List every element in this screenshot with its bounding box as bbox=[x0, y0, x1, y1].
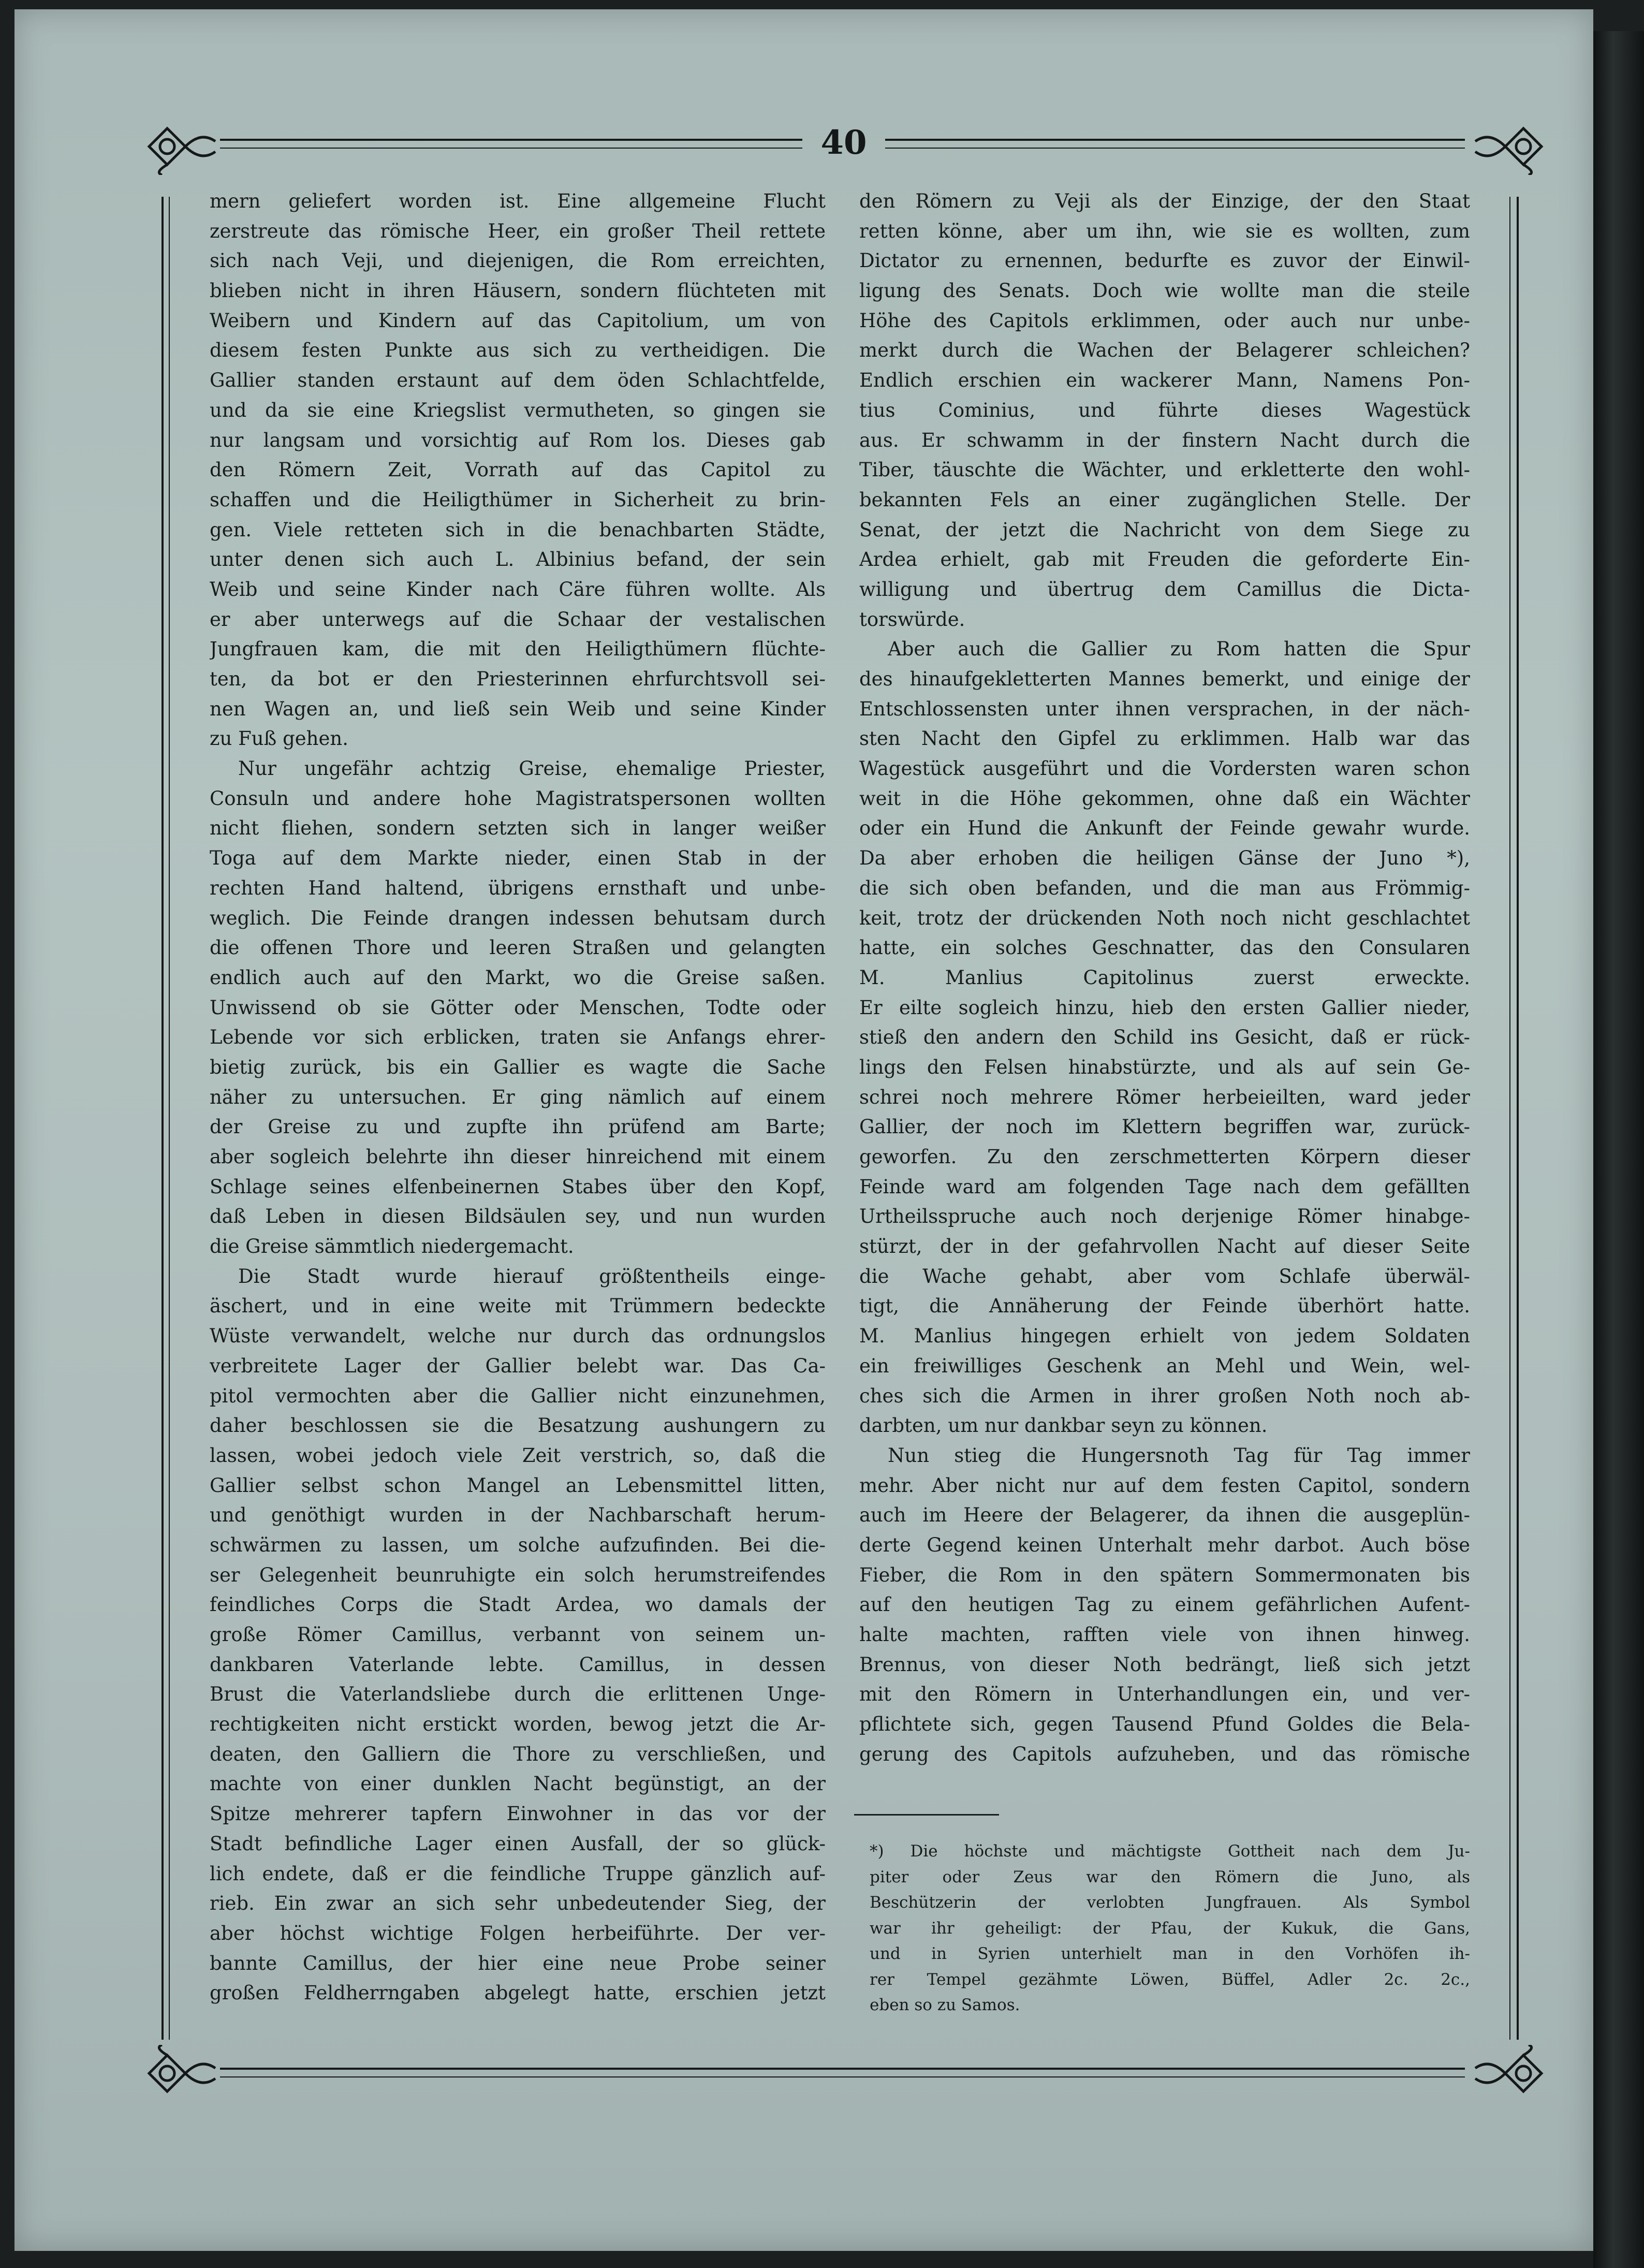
text-line: daher beschlossen sie die Besatzung aushungern zu bbox=[210, 1414, 826, 1437]
text-line: große Römer Camillus, verbannt von seinem un- bbox=[210, 1623, 826, 1646]
text-line: mern geliefert worden ist. Eine allgemeine Flucht bbox=[210, 190, 826, 212]
text-line: Entschlossensten unter ihnen versprachen, in der näch- bbox=[859, 697, 1470, 720]
text-line: feindliches Corps die Stadt Ardea, wo damals der bbox=[210, 1593, 826, 1616]
footnote-separator bbox=[854, 1814, 999, 1816]
text-line: M. Manlius Capitolinus zuerst erweckte. bbox=[859, 966, 1470, 989]
text-line: die Wache gehabt, aber vom Schlafe überwäl- bbox=[859, 1265, 1470, 1287]
text-line: schaffen und die Heiligthümer in Sicherheit zu brin- bbox=[210, 488, 826, 511]
text-line: Jungfrauen kam, die mit den Heiligthümern flüchte- bbox=[210, 638, 826, 661]
text-line: näher zu untersuchen. Er ging nämlich auf einem bbox=[210, 1086, 826, 1108]
page-number: 40 bbox=[820, 123, 867, 162]
text-line: pitol vermochten aber die Gallier nicht einzunehmen, bbox=[210, 1384, 826, 1407]
text-line: die sich oben befanden, und die man aus Frömmig- bbox=[859, 876, 1470, 899]
text-line: Urtheilsspruche auch noch derjenige Römer hinabge- bbox=[859, 1205, 1470, 1228]
text-line: ser Gelegenheit beunruhigte ein solch herumstreifendes bbox=[210, 1563, 826, 1586]
right-column-text bbox=[859, 186, 1470, 1769]
text-line: Gallier, der noch im Klettern begriffen war, zurück- bbox=[859, 1116, 1470, 1138]
text-line: ten, da bot er den Priesterinnen ehrfurchtsvoll sei- bbox=[210, 668, 826, 690]
text-line: mit den Römern in Unterhandlungen ein, und ver- bbox=[859, 1683, 1470, 1706]
text-line: Brennus, von dieser Noth bedrängt, ließ sich jetzt bbox=[859, 1653, 1470, 1676]
text-line: Ardea erhielt, gab mit Freuden die geforderte Ein- bbox=[859, 548, 1470, 571]
text-line: Endlich erschien ein wackerer Mann, Namens Pon- bbox=[859, 369, 1470, 392]
text-line: piter oder Zeus war den Römern die Juno, als bbox=[870, 1867, 1470, 1886]
text-line: sich nach Veji, und diejenigen, die Rom erreichten, bbox=[210, 250, 826, 272]
text-line: Nun stieg die Hungersnoth Tag für Tag immer bbox=[888, 1444, 1470, 1467]
corner-ornament-bottom-right-icon bbox=[1474, 2045, 1547, 2102]
text-line: gen. Viele retteten sich in die benachbarten Städte, bbox=[210, 518, 826, 541]
bottom-rule bbox=[220, 2068, 1465, 2070]
text-line: hatte, ein solches Geschnatter, das den Consularen bbox=[859, 937, 1470, 959]
text-line: rechtigkeiten nicht erstickt worden, bewog jetzt die Ar- bbox=[210, 1713, 826, 1736]
text-line: lassen, wobei jedoch viele Zeit verstrich, so, daß die bbox=[210, 1444, 826, 1467]
text-line: Aber auch die Gallier zu Rom hatten die Spur bbox=[888, 638, 1470, 661]
text-line: Schlage seines elfenbeinernen Stabes über den Kopf, bbox=[210, 1175, 826, 1198]
text-line: tigt, die Annäherung der Feinde überhört hatte. bbox=[859, 1295, 1470, 1318]
text-line: Weib und seine Kinder nach Cäre führen wollte. Als bbox=[210, 578, 826, 601]
right-border-thin bbox=[1509, 197, 1510, 2040]
text-line: M. Manlius hingegen erhielt von jedem Soldaten bbox=[859, 1325, 1470, 1348]
text-line: der Greise zu und zupfte ihn prüfend am Barte; bbox=[210, 1116, 826, 1138]
text-line: darbten, um nur dankbar seyn zu können. bbox=[859, 1414, 1268, 1437]
text-line: Brust die Vaterlandsliebe durch die erlittenen Unge- bbox=[210, 1683, 826, 1706]
text-line: den Römern zu Veji als der Einzige, der den Staat bbox=[859, 190, 1470, 212]
text-line: *) Die höchste und mächtigste Gottheit nach dem Ju- bbox=[870, 1842, 1470, 1861]
text-line: deaten, den Galliern die Thore zu verschließen, und bbox=[210, 1743, 826, 1765]
text-line: willigung und übertrug dem Camillus die Dicta- bbox=[859, 578, 1470, 601]
text-line: daß Leben in diesen Bildsäulen sey, und nun wurden bbox=[210, 1205, 826, 1228]
text-line: Senat, der jetzt die Nachricht von dem Siege zu bbox=[859, 518, 1470, 541]
text-line: Gallier selbst schon Mangel an Lebensmittel litten, bbox=[210, 1474, 826, 1497]
text-line: Spitze mehrerer tapfern Einwohner in das vor der bbox=[210, 1803, 826, 1825]
text-line: Er eilte sogleich hinzu, hieb den ersten Gallier nieder, bbox=[859, 996, 1470, 1019]
text-line: und genöthigt wurden in der Nachbarschaft herum- bbox=[210, 1504, 826, 1527]
text-line: auch im Heere der Belagerer, da ihnen die ausgeplün- bbox=[859, 1504, 1470, 1527]
text-line: Dictator zu ernennen, bedurfte es zuvor der Einwil- bbox=[859, 250, 1470, 272]
text-line: gerung des Capitols aufzuheben, und das römische bbox=[859, 1743, 1470, 1765]
top-rule-right-thin bbox=[885, 148, 1465, 149]
text-line: ligung des Senats. Doch wie wollte man die steile bbox=[859, 280, 1470, 302]
corner-ornament-top-left-icon bbox=[144, 118, 216, 175]
text-line: bekannten Fels an einer zugänglichen Stelle. Der bbox=[859, 488, 1470, 511]
text-line: Nur ungefähr achtzig Greise, ehemalige Priester, bbox=[238, 757, 826, 780]
corner-ornament-bottom-left-icon bbox=[144, 2045, 216, 2102]
left-column-text bbox=[210, 186, 826, 2008]
text-line: stürzt, der in der gefahrvollen Nacht auf dieser Seite bbox=[859, 1235, 1470, 1258]
text-line: des hinaufgekletterten Mannes bemerkt, und einige der bbox=[859, 668, 1470, 690]
text-line: dankbaren Vaterlande lebte. Camillus, in dessen bbox=[210, 1653, 826, 1676]
text-line: ein freiwilliges Geschenk an Mehl und Wein, wel- bbox=[859, 1354, 1470, 1377]
text-line: tius Cominius, und führte dieses Wagestück bbox=[859, 399, 1470, 421]
text-line: aus. Er schwamm in der finstern Nacht durch die bbox=[859, 429, 1470, 451]
text-line: rieb. Ein zwar an sich sehr unbedeutender Sieg, der bbox=[210, 1892, 826, 1915]
text-line: sten Nacht den Gipfel zu erklimmen. Halb war das bbox=[859, 727, 1470, 750]
bottom-rule-thin bbox=[220, 2076, 1465, 2077]
footnote-text bbox=[870, 1839, 1470, 2018]
text-line: weit in die Höhe gekommen, ohne daß ein Wächter bbox=[859, 787, 1470, 810]
text-line: den Römern Zeit, Vorrath auf das Capitol zu bbox=[210, 459, 826, 481]
binding-shadow bbox=[1593, 31, 1644, 2268]
text-line: bietig zurück, bis ein Gallier es wagte die Sache bbox=[210, 1056, 826, 1078]
text-line: Da aber erhoben die heiligen Gänse der Juno *), bbox=[859, 847, 1470, 870]
text-line: rer Tempel gezähmte Löwen, Büffel, Adler 2c. 2c., bbox=[870, 1970, 1470, 1989]
text-line: merkt durch die Wachen der Belagerer schleichen? bbox=[859, 339, 1470, 362]
text-line: unter denen sich auch L. Albinius befand, der sein bbox=[210, 548, 826, 571]
text-line: schrei noch mehrere Römer herbeieilten, ward jeder bbox=[859, 1086, 1470, 1108]
text-line: retten könne, aber um ihn, wie sie es wollten, zum bbox=[859, 220, 1470, 242]
text-line: nen Wagen an, und ließ sein Weib und seine Kinder bbox=[210, 697, 826, 720]
text-line: und da sie eine Kriegslist vermutheten, so gingen sie bbox=[210, 399, 826, 421]
text-line: er aber unterwegs auf die Schaar der vestalischen bbox=[210, 608, 826, 631]
text-line: Weibern und Kindern auf das Capitolium, um von bbox=[210, 309, 826, 332]
text-line: Höhe des Capitols erklimmen, oder auch nur unbe- bbox=[859, 309, 1470, 332]
right-border bbox=[1517, 197, 1519, 2040]
left-border bbox=[162, 197, 164, 2040]
text-line: nicht fliehen, sondern setzten sich in langer weißer bbox=[210, 817, 826, 840]
text-line: Tiber, täuschte die Wächter, und erkletterte den wohl- bbox=[859, 459, 1470, 481]
text-line: eben so zu Samos. bbox=[870, 1996, 1020, 2014]
text-line: Fieber, die Rom in den spätern Sommermonaten bis bbox=[859, 1563, 1470, 1586]
text-line: Consuln und andere hohe Magistratspersonen wollten bbox=[210, 787, 826, 810]
text-line: machte von einer dunklen Nacht begünstigt, an der bbox=[210, 1773, 826, 1795]
text-line: Beschützerin der verlobten Jungfrauen. Als Symbol bbox=[870, 1893, 1470, 1912]
top-rule-left bbox=[220, 139, 802, 141]
text-line: bannte Camillus, der hier eine neue Probe seiner bbox=[210, 1952, 826, 1974]
text-line: Lebende vor sich erblicken, traten sie Anfangs ehrer- bbox=[210, 1026, 826, 1049]
text-line: lings den Felsen hinabstürzte, und als auf sein Ge- bbox=[859, 1056, 1470, 1078]
text-line: Wüste verwandelt, welche nur durch das ordnungslos bbox=[210, 1325, 826, 1348]
text-line: halte machten, rafften viele von ihnen hinweg. bbox=[859, 1623, 1470, 1646]
text-line: Feinde ward am folgenden Tage nach dem gefällten bbox=[859, 1175, 1470, 1198]
text-line: die offenen Thore und leeren Straßen und gelangten bbox=[210, 937, 826, 959]
text-line: äschert, und in eine weite mit Trümmern bedeckte bbox=[210, 1295, 826, 1318]
text-line: zerstreute das römische Heer, ein großer Theil rettete bbox=[210, 220, 826, 242]
text-line: aber sogleich belehrte ihn dieser hinreichend mit einem bbox=[210, 1146, 826, 1168]
corner-ornament-top-right-icon bbox=[1474, 118, 1547, 175]
text-line: Die Stadt wurde hierauf größtentheils einge- bbox=[238, 1265, 826, 1287]
text-line: war ihr geheiligt: der Pfau, der Kukuk, die Gans, bbox=[870, 1919, 1470, 1938]
text-line: oder ein Hund die Ankunft der Feinde gewahr wurde. bbox=[859, 817, 1470, 840]
text-line: mehr. Aber nicht nur auf dem festen Capitol, sondern bbox=[859, 1474, 1470, 1497]
text-line: ches sich die Armen in ihrer großen Noth noch ab- bbox=[859, 1384, 1470, 1407]
text-line: Unwissend ob sie Götter oder Menschen, Todte oder bbox=[210, 996, 826, 1019]
text-line: keit, trotz der drückenden Noth noch nicht geschlachtet bbox=[859, 906, 1470, 929]
text-line: nur langsam und vorsichtig auf Rom los. Dieses gab bbox=[210, 429, 826, 451]
text-line: weglich. Die Feinde drangen indessen behutsam durch bbox=[210, 906, 826, 929]
text-line: großen Feldherrngaben abgelegt hatte, erschien jetzt bbox=[210, 1982, 826, 2004]
top-rule-left-thin bbox=[220, 148, 802, 149]
text-line: endlich auch auf den Markt, wo die Greise saßen. bbox=[210, 966, 826, 989]
text-line: geworfen. Zu den zerschmetterten Körpern dieser bbox=[859, 1146, 1470, 1168]
top-rule-right bbox=[885, 139, 1465, 141]
text-line: torswürde. bbox=[859, 608, 965, 631]
text-line: diesem festen Punkte aus sich zu vertheidigen. Die bbox=[210, 339, 826, 362]
text-line: Stadt befindliche Lager einen Ausfall, der so glück- bbox=[210, 1832, 826, 1855]
text-line: rechten Hand haltend, übrigens ernsthaft und unbe- bbox=[210, 876, 826, 899]
text-line: blieben nicht in ihren Häusern, sondern flüchteten mit bbox=[210, 280, 826, 302]
text-line: Toga auf dem Markte nieder, einen Stab in der bbox=[210, 847, 826, 870]
text-line: schwärmen zu lassen, um solche aufzufinden. Bei die- bbox=[210, 1533, 826, 1556]
text-line: lich endete, daß er die feindliche Truppe gänzlich auf- bbox=[210, 1862, 826, 1885]
text-line: und in Syrien unterhielt man in den Vorhöfen ih- bbox=[870, 1944, 1470, 1963]
text-line: aber höchst wichtige Folgen herbeiführte. Der ver- bbox=[210, 1922, 826, 1944]
text-line: die Greise sämmtlich niedergemacht. bbox=[210, 1235, 574, 1258]
text-line: auf den heutigen Tag zu einem gefährlichen Aufent- bbox=[859, 1593, 1470, 1616]
text-line: verbreitete Lager der Gallier belebt war. Das Ca- bbox=[210, 1354, 826, 1377]
text-line: Gallier standen erstaunt auf dem öden Schlachtfelde, bbox=[210, 369, 826, 392]
left-border-thin bbox=[169, 197, 170, 2040]
text-line: zu Fuß gehen. bbox=[210, 727, 348, 750]
text-line: stieß den andern den Schild ins Gesicht, daß er rück- bbox=[859, 1026, 1470, 1049]
text-line: pflichtete sich, gegen Tausend Pfund Goldes die Bela- bbox=[859, 1713, 1470, 1736]
text-line: Wagestück ausgeführt und die Vordersten waren schon bbox=[859, 757, 1470, 780]
text-line: derte Gegend keinen Unterhalt mehr darbot. Auch böse bbox=[859, 1533, 1470, 1556]
